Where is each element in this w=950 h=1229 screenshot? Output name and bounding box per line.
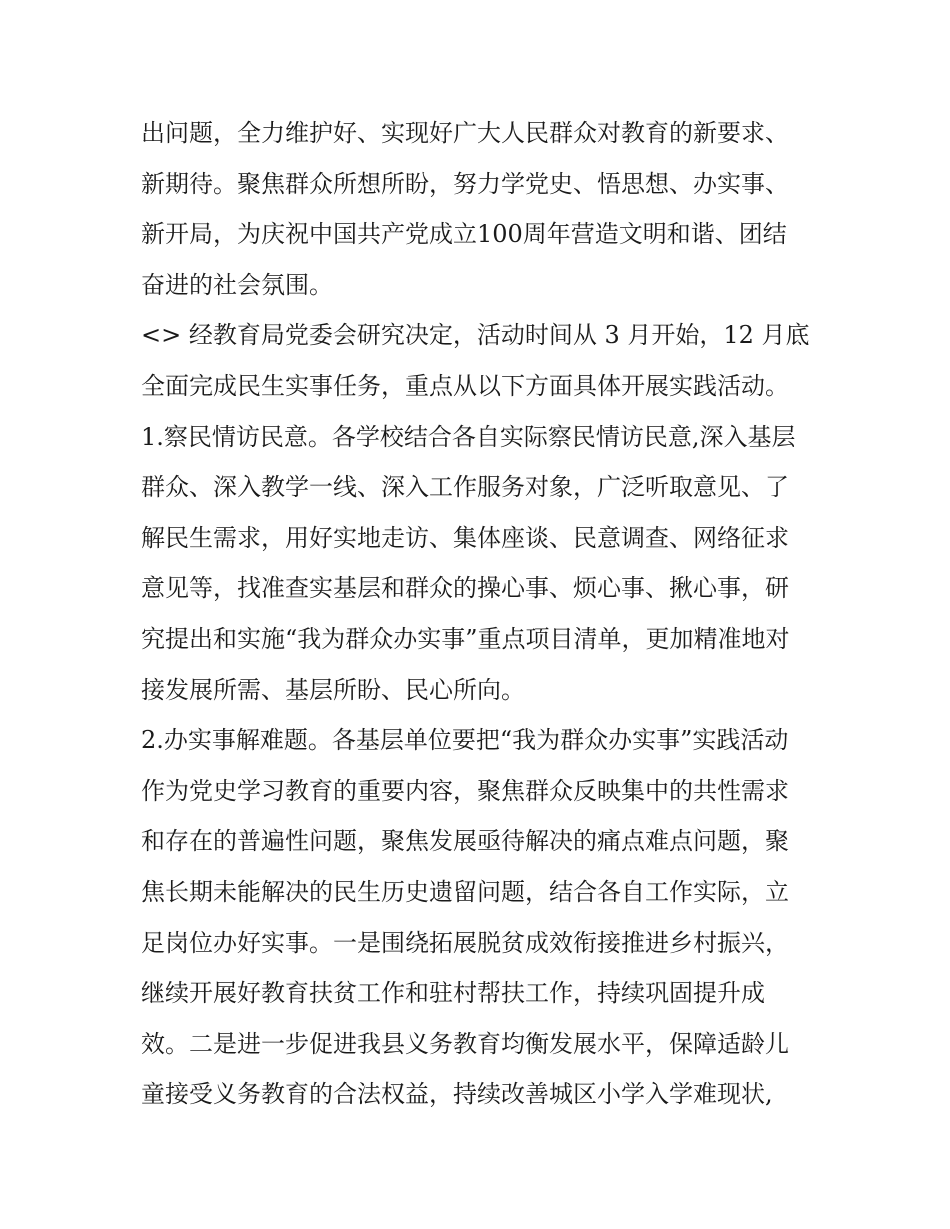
- text-line: 意见等，找准查实基层和群众的操心事、烦心事、揪心事，研: [141, 574, 789, 603]
- text-line: 继续开展好教育扶贫工作和驻村帮扶工作，持续巩固提升成: [141, 979, 765, 1008]
- text-line: 奋进的社会氛围。: [141, 270, 333, 299]
- text-line: <> 经教育局党委会研究决定，活动时间从 3 月开始，12 月底: [141, 321, 810, 350]
- text-line: 焦长期未能解决的民生历史遗留问题，结合各自工作实际，立: [141, 877, 789, 906]
- text-line: 作为党史学习教育的重要内容，聚焦群众反映集中的共性需求: [141, 776, 789, 805]
- text-line: 群众、深入教学一线、深入工作服务对象，广泛听取意见、了: [141, 473, 789, 502]
- text-line: 新开局，为庆祝中国共产党成立100周年营造文明和谐、团结: [141, 220, 787, 249]
- text-line: 解民生需求，用好实地走访、集体座谈、民意调查、网络征求: [141, 523, 789, 552]
- text-line: 新期待。聚焦群众所想所盼，努力学党史、悟思想、办实事、: [141, 169, 789, 198]
- text-line: 和存在的普遍性问题，聚焦发展亟待解决的痛点难点问题，聚: [141, 827, 789, 856]
- text-line: 1.察民情访民意。各学校结合各自实际察民情访民意,深入基层: [141, 422, 796, 451]
- text-line: 童接受义务教育的合法权益，持续改善城区小学入学难现状,: [141, 1080, 773, 1109]
- text-line: 出问题，全力维护好、实现好广大人民群众对教育的新要求、: [141, 119, 789, 147]
- text-line: 全面完成民生实事任务，重点从以下方面具体开展实践活动。: [141, 371, 789, 400]
- text-line: 2.办实事解难题。各基层单位要把“我为群众办实事”实践活动: [141, 726, 789, 755]
- text-line: 接发展所需、基层所盼、民心所向。: [141, 675, 525, 704]
- text-line: 足岗位办好实事。一是围绕拓展脱贫成效衔接推进乡村振兴，: [141, 928, 789, 957]
- document-body: [141, 108, 821, 1120]
- text-line: 效。二是进一步促进我县义务教育均衡发展水平，保障适龄儿: [141, 1029, 789, 1058]
- text-line: 究提出和实施“我为群众办实事”重点项目清单，更加精准地对: [141, 624, 790, 653]
